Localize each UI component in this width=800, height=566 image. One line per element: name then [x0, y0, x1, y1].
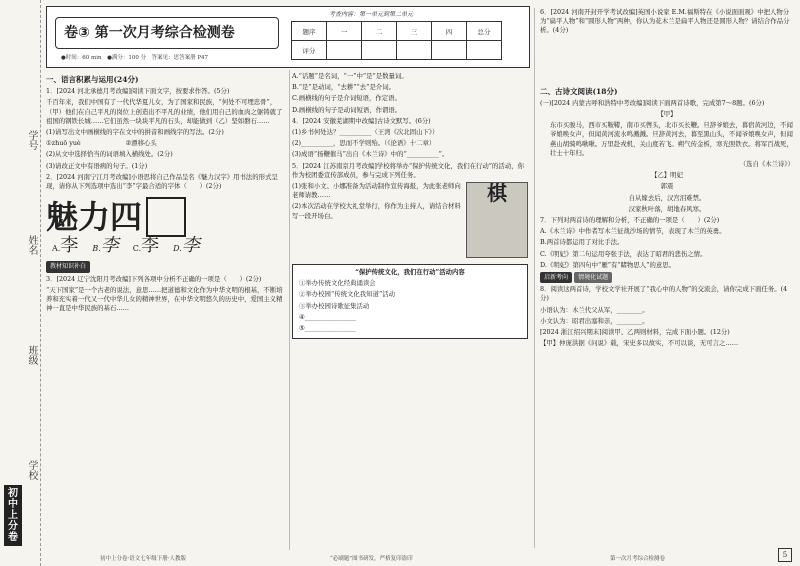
brand-label: 初中上分卷	[4, 485, 22, 546]
poem-label: 【乙】明妃	[651, 171, 683, 180]
option-d[interactable]: D.李	[173, 235, 200, 257]
poster-glyph: 棋	[487, 181, 507, 206]
exam-header	[46, 6, 530, 68]
score-cell: 三	[397, 22, 432, 41]
question-2: 2．[2024 河南宁江月考改编]小语思将自己作品呈名《魅力汉字》用书法的形式呈现，请你从下列选项中选出“李”字最合适的字体（ ）(2分)	[46, 172, 278, 191]
score-cell: 一	[327, 22, 362, 41]
school-label: 学校	[26, 460, 37, 480]
score-input-cell[interactable]	[432, 41, 467, 60]
answer-line[interactable]: 小语认为：木兰代父从军，________。	[540, 305, 649, 314]
column-2	[292, 72, 528, 542]
question-9: [2024 浙江绍兴期末]阅读甲、乙两则材料，完成下面小题。(12分)	[540, 328, 730, 337]
activity-item: ①举办传统文化经典诵读会	[299, 279, 376, 288]
question-4: 4．[2024 安徽芜湖期中改编]古诗文默写。(6分)	[292, 116, 431, 125]
poem-line: 汉家秋叶落，胡地春风寒。	[628, 204, 706, 213]
reading-intro: (一)[2024 内蒙古呼和浩特中考改编]阅读下面两首诗歌，完成第7～8题。(6分)	[540, 98, 765, 107]
poem-author: 郭震	[660, 182, 674, 191]
student-no-label: 学号	[26, 130, 37, 150]
calligraphy-row	[46, 197, 286, 237]
choice-c: C.《明妃》第二句运用夸张手法，表达了昭君的悲伤之情。	[540, 249, 707, 258]
poem-text: 东市买骏马，西市买鞍鞯，南市买辔头，北市买长鞭。旦辞爷娘去，暮宿黄河边，不闻爷娘唤女声，但闻黄河流水鸣溅溅。旦辞黄河去，暮至黑山头，不闻爷娘唤女声，但闻燕山胡骑鸣啾啾。万里赴戎机，关山度若飞。朔气传金柝，寒光照铁衣。将军百战死，壮士十年归。	[550, 121, 793, 157]
score-cell: 题序	[292, 22, 327, 41]
score-input-cell[interactable]	[397, 41, 432, 60]
answer-line[interactable]: 小文认为：昭君出塞和亲，________。	[540, 316, 649, 325]
exam-meta: ●时间：60 min ●满分：100 分 答案见：思答案册 P47	[61, 55, 209, 61]
footer-mid: “必刷题”图书研发，严格复印盗印	[330, 556, 413, 562]
scenario-tag: 情境化试题	[574, 272, 612, 283]
choice-d: D.画横线的句子是动词短语，作谓语。	[292, 105, 402, 114]
footer-left: 初中上分卷·语文七年级下册·人教版	[100, 556, 186, 562]
binding-margin	[0, 0, 41, 566]
passage: 千百年来，我们中国有了一代代华夏儿女，为了国家和民族，“何处不可埋忠骨”，（甲）他们在自己平凡的岗位上创造出不平凡的业绩，他们用自己的血肉之躯铸就了祖国的钢铁长城……它们虽然一块块平凡的石头，却能做到（乙）坚如磐石……	[46, 98, 283, 125]
option-b[interactable]: B.李	[92, 235, 119, 257]
page-number: 5	[778, 548, 792, 562]
question-3: 3．[2024 辽宁沈阳月考改编]下列各项中分析不正确的一项是（ ）(2分)	[46, 274, 262, 283]
sub-question: (1)乡书何处达？__________（王湾《次北固山下》）	[292, 128, 439, 137]
section-title: 一、语言积累与运用(24分)	[46, 75, 139, 84]
question-5: 5．[2024 江苏南京月考改编]学校将举办“保护传统文化，我们在行动”的活动，你作为校团委宣传部成员，参与完成下列任务。	[292, 161, 524, 179]
passage: 【甲】仲庞洪据《问说》载，宋史多以故实，不可以谈，无可言之……	[540, 339, 739, 348]
column-divider	[534, 8, 535, 548]
choice-a: A.《木兰诗》中作者写木兰征战沙场的情节，表现了木兰的英勇。	[540, 227, 726, 236]
footer-right: 第一次月考综合检测卷	[610, 556, 666, 562]
exam-scope: 考查内容：第一单元到第二单元	[329, 11, 414, 18]
answer-box[interactable]	[146, 197, 186, 237]
column-divider	[289, 70, 290, 550]
column-1	[46, 72, 286, 542]
sub-question: (3)成语“扬鞭催马”出自《木兰诗》中的“__________”。	[292, 150, 449, 159]
question-8: 8．阅读这两首诗，学校文学社开展了“我心中的人物”的交流会，请你完成下面任务。(4分)	[540, 285, 788, 303]
choice-a: A.“话题”是名词，“一”中“是”是数量词。	[292, 72, 408, 80]
sub-question: (2)本次活动在学校大礼堂举行，你作为主持人，请结合材料写一段开场白。	[292, 202, 461, 220]
new-trend-tag: 启新考向	[540, 272, 572, 283]
sub-question: (1)张和小文、小娜准备为活动制作宣传海报，为此张老师向老师请教……	[292, 182, 461, 200]
question-1: 1．[2024 河北承德月考改编]阅读下面文字，按要求作答。(5分)	[46, 87, 230, 96]
question-7: 7．下列对两首诗的理解和分析，不正确的一项是（ ）(2分)	[540, 216, 720, 225]
choice-d: D.《明妃》第四句中“雁”有“睹物思人”的意思。	[540, 260, 676, 269]
calligraphy-text: 魅力四	[46, 197, 143, 236]
score-input-cell[interactable]	[467, 41, 502, 60]
sub-question: (1)请写出文中画横线的字在文中的拼音和画线字的写法。(2分)	[46, 128, 224, 137]
activity-item: ②举办校园“传统文化我知道”活动	[299, 290, 396, 299]
poem-source: （选自《木兰诗》）	[739, 160, 794, 169]
score-cell: 二	[362, 22, 397, 41]
font-options	[52, 235, 286, 257]
score-cell: 评分	[292, 41, 327, 60]
sub-question: (2)__________，思而不学则殆。（《论语》十二章）	[292, 139, 436, 148]
choice-b: B.“是”是动词，“去耕”“去”是介词。	[292, 83, 396, 92]
activity-item[interactable]: ④________________	[299, 312, 356, 321]
poster-image	[466, 182, 528, 258]
score-table	[291, 21, 502, 60]
passage: “天下国家”是一个古老的说法，意思……把道德和文化作为中华文明的根基，不断培养和充实着一代又一代中华儿女的精神世界，在中华文明悠久的历史中，爱国主义精神一直是中华民族的基石……	[46, 285, 283, 313]
class-label: 班级	[26, 345, 37, 365]
choice-b: B.两首诗都运用了对比手法。	[540, 238, 624, 247]
sub-question: (3)请改正文中有语病的句子。(1分)	[46, 161, 148, 170]
name-label: 姓名	[26, 235, 37, 255]
score-input-cell[interactable]	[362, 41, 397, 60]
sub-question: ①zhuō yuè ②漂移心头	[46, 139, 157, 148]
activity-box	[292, 264, 528, 339]
section-title: 二、古诗文阅读(18分)	[540, 86, 618, 96]
question-6: 6．[2024 河南开封开学考试改编]英国小说家 E.M.福斯特在《小说面面观》中把人物分为“扁平人物”和“圆形人物”两种，你认为花木兰是扁平人物还是圆形人物？请结合作品分析。(4分)	[540, 8, 790, 35]
activity-item[interactable]: ⑤________________	[299, 324, 356, 333]
activity-item: ③举办校园诗歌征集活动	[299, 301, 370, 310]
exam-title: 卷③ 第一次月考综合检测卷	[55, 17, 279, 49]
score-cell: 四	[432, 22, 467, 41]
poem-line: 自从嫁去后，汉宫泪难禁。	[628, 193, 706, 202]
poem-label: 【甲】	[657, 110, 677, 119]
score-cell: 总分	[467, 22, 502, 41]
option-a[interactable]: A.李	[52, 235, 79, 257]
sub-question: (2)从文中选择恰当的词语填入横线处。(2分)	[46, 150, 173, 159]
knowledge-tag: 教材知识补白	[46, 261, 90, 272]
activity-title: “保护传统文化，我们在行动”活动内容	[355, 268, 465, 277]
score-input-cell[interactable]	[327, 41, 362, 60]
column-3	[540, 8, 794, 548]
choice-c: C.画横线的句子是介词短语，作定语。	[292, 94, 401, 103]
option-c[interactable]: C.李	[132, 235, 160, 257]
